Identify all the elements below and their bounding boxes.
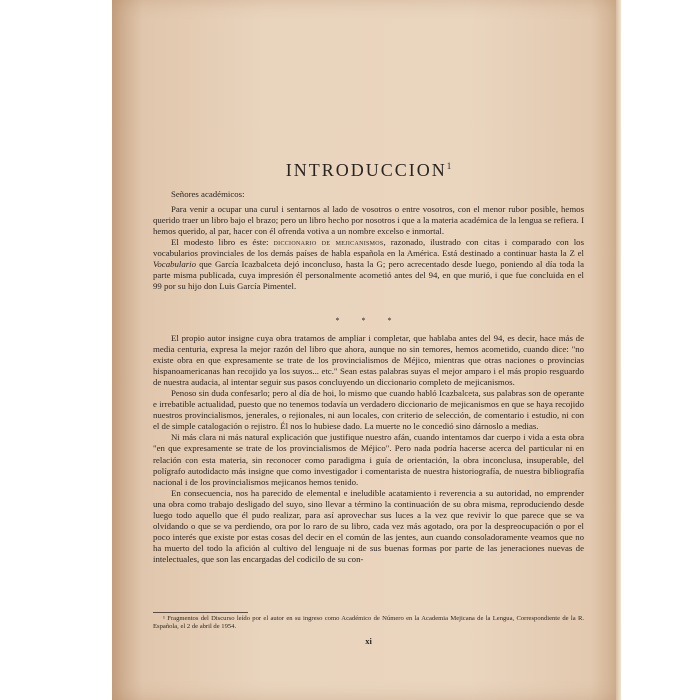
paragraph-text: , razonado, ilustrado con citas i comparado con los vocabularios provinciales de los demás países de habla española en la América. Está destinado a continuar hasta la Z el — [153, 237, 584, 259]
salutation: Señores académicos: — [171, 189, 245, 199]
paragraph — [153, 388, 584, 432]
paragraph — [153, 237, 584, 292]
paragraph-text: Ni más clara ni más natural explicación que justifique nuestro afán, cuando intentamos dar cuerpo i vida a esta obra "en que expresamente se trate de los provincialismos de Méjico". Pero nada podría hacerse acerca del particular ni en relación con esta materia, sin reconocer como paradigma i guía de orientación, la obra inconclusa, insuperable, del polígrafo autodidacto más insigne que como investigador i comentarista de nuestra historiografía, de nuestra bibliografía nacional i de los provincialismos mejicanos hemos tenido. — [153, 432, 584, 487]
page-title — [153, 160, 584, 181]
small-caps-title: diccionario de mejicanismos — [273, 237, 384, 248]
paragraph-text: El modesto libro es éste: — [171, 237, 274, 248]
footnote — [153, 615, 584, 632]
section-separator: * * * — [335, 316, 402, 325]
italic-title: Vocabulario — [153, 259, 197, 270]
paragraph-text: El propio autor insigne cuya obra tratamos de ampliar i completar, que hablaba antes del 94, es decir, hace más de media centuria, expresa la mejor razón del libro que ahora, aunque no sin temores, hemos acometido, cuando dice: "no existe obra en que expresamente se trate de los provincialismos de Méjico, mientras que otras naciones o provincias hispanoamericanas han recojido ya los suyos... etc." Sean estas palabras suyas el mejor amparo i el más propio resguardo de nuestra audacia, al intentar seguir sus pasos concluyendo un diccionario completo de mejicanismos. — [153, 333, 584, 388]
title-text: INTRODUCCION — [285, 160, 447, 180]
page-number: xi — [365, 636, 372, 646]
paragraph — [153, 333, 584, 388]
paragraph — [153, 432, 584, 487]
footnote-rule — [153, 612, 248, 613]
paragraph-text: Para venir a ocupar una curul i sentarnos al lado de vosotros o entre vosotros, con el menor rubor posible, hemos querido traer un libro bajo el brazo; pero un libro hecho por nosotros i que a la materia académica de la lengua se refiera. I hemos querido, al par, hacer con él ofrenda votiva a un nombre excelso e inmortal. — [153, 204, 584, 237]
paragraph-text: En consecuencia, nos ha parecido de elemental e ineludible acatamiento i reverencia a su autoridad, no emprender una obra como trabajo desligado del suyo, sino llevar a término la continuación de su obra misma, reproduciendo desde luego todo aquello que él pudo realizar, para así aprovechar sus luces a la vez que revivir lo que parece que se va olvidando o que se va perdiendo, ora por lo raro de su libro, cada vez más agotado, ora por la despreocupación o por el poco interés que existe por estas cosas del decir en el común de las jentes, aun cuando consoladoramente veamos que no ha muerto del todo la afición al cultivo del lenguaje ni de sus buenas formas por parte de las jeneraciones nuevas de intelectuales, que son las encargadas del codicilo de su con- — [153, 487, 584, 564]
text-block-main — [153, 333, 584, 565]
title-footnote-mark: 1 — [446, 161, 452, 171]
paragraph — [153, 204, 584, 237]
footnote-text: ¹ Fragmentos del Discurso leído por el autor en su ingreso como Académico de Número en la Academia Mejicana de la Lengua, Correspondiente de la R. Española, el 2 de abril de 1954. — [153, 615, 584, 631]
paragraph-text: Penoso sin duda confesarlo; pero al día de hoi, lo mismo que cuando habló Icazbalceta, sus palabras son de operante e irrebatible actualidad, puesto que no tenemos todavía un verdadero diccionario de mejicanismos en que se haya recojido nuestros provincialismos, jenerales, o rejionales, ni aun locales, con criterio de selección, de comentario i estudio, ni con el de simple catalogación o rejistro. Él nos lo hubiese dado. La muerte no le concedió sino dárnoslo a medias. — [153, 388, 584, 432]
paragraph-text: que García Icazbalceta dejó inconcluso, hasta la G; pero acrecentado desde luego, poniendo al día toda la parte misma publicada, cuya impresión él personalmente acometió antes del 94, en que murió, i que fue concluida en el 99 por su hijo don Luis García Pimentel. — [153, 259, 584, 292]
text-block-opening — [153, 204, 584, 292]
paragraph — [153, 488, 584, 565]
book-page — [112, 0, 621, 700]
